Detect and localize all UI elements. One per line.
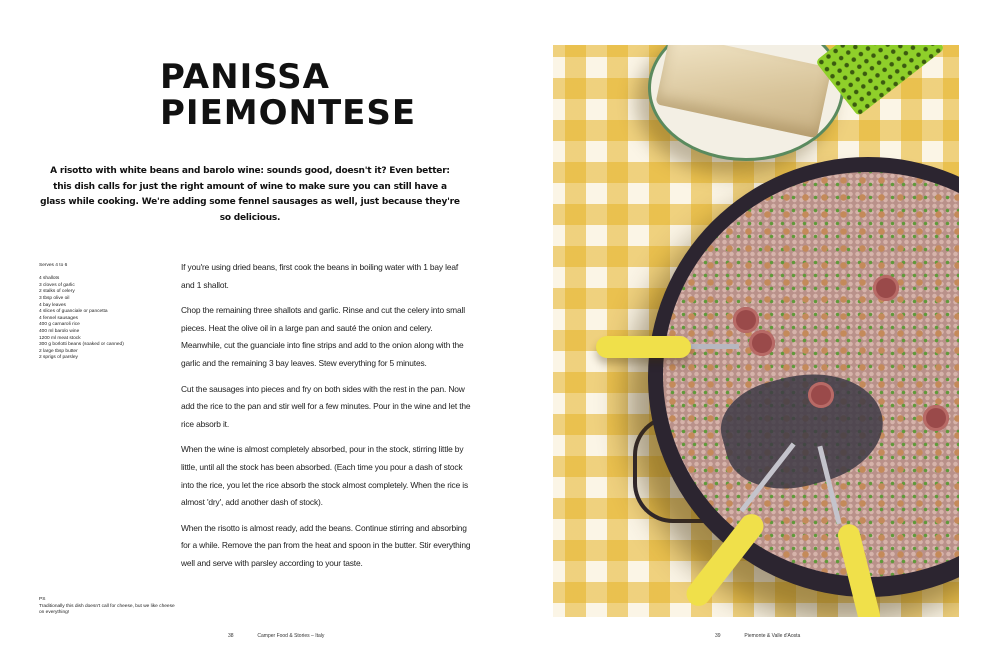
spoon-handle <box>596 336 691 358</box>
sausage-slice <box>733 307 759 333</box>
page-number-left: 38 <box>228 633 234 639</box>
ingredient-item: 2 large tbsp butter <box>39 348 78 354</box>
left-footer <box>228 633 324 639</box>
method-paragraph: Chop the remaining three shallots and garlic. Rinse and cut the celery into small pieces. Heat the olive oil in a large pan and sauté the onion and celery. Meanwhile, cut the guanciale into fine strips and add to the onion along with the garlic and the remaining 3 bay leaves. Stew everything for 5 minutes. <box>181 305 465 368</box>
ingredient-item: 1200 ml meat stock <box>39 335 81 341</box>
ingredient-item: 2 sprigs of parsley <box>39 355 78 361</box>
ingredients-list <box>39 263 164 362</box>
method-paragraph: If you're using dried beans, first cook the beans in boiling water with 1 bay leaf and 1 shallot. <box>181 262 459 290</box>
dish-photo <box>553 45 959 617</box>
method-paragraph: When the risotto is almost ready, add the beans. Continue stirring and absorbing for a while. Remove the pan from the heat and spoon in the butter. Stir everything well and serve with parsley according to your taste. <box>181 522 471 568</box>
running-head-left: Camper Food & Stories – Italy <box>257 633 325 639</box>
recipe-intro: A risotto with white beans and barolo wine: sounds good, doesn't it? Even better: this dish calls for just the right amount of wine to make sure you can still have a glass while cooking. We're adding some fennel sausages as well, just because they're so delicious. <box>40 166 460 223</box>
sausage-slice <box>873 275 899 301</box>
method-steps <box>181 259 471 581</box>
running-head-right: Piemonte & Valle d'Aosta <box>744 633 801 639</box>
ingredient-item: 4 shallots <box>39 276 60 282</box>
page-number-right: 39 <box>715 633 721 639</box>
title-line-1: PANISSA <box>160 56 330 97</box>
sausage-slice <box>749 330 775 356</box>
ingredient-item: 3 tbsp olive oil <box>39 295 70 301</box>
method-paragraph: When the wine is almost completely absorbed, pour in the stock, stirring little by little, until all the stock has been absorbed. (Each time you pour a dash of stock into the rice, you let the rice absorb the stock almost completely. When the rice is almost 'dry', add another dash of stock). <box>181 444 469 508</box>
serves-label: Serves 4 to 6 <box>39 263 68 268</box>
ps-text: Traditionally this dish doesn't call for cheese, but we like cheese on everything! <box>39 603 175 616</box>
ingredient-item: 300 g borlotti beans (soaked or canned) <box>39 342 124 348</box>
recipe-title <box>160 56 460 133</box>
ps-label: PS <box>39 597 46 602</box>
spoon-neck <box>689 344 739 349</box>
ingredient-item: 400 g carnaroli rice <box>39 322 80 328</box>
ingredient-item: 3 cloves of garlic <box>39 282 75 288</box>
method-paragraph: Cut the sausages into pieces and fry on both sides with the rest in the pan. Now add the rice to the pan and stir well for a few minutes. Pour in the wine and let the rice absorb it. <box>181 383 471 429</box>
ingredient-item: 4 slices of guanciale or pancetta <box>39 309 108 315</box>
postscript-note <box>39 597 179 617</box>
title-line-2: PIEMONTESE <box>160 92 417 133</box>
ingredient-item: 2 stalks of celery <box>39 289 75 295</box>
ingredient-item: 400 ml barolo wine <box>39 328 80 334</box>
right-footer <box>715 633 800 639</box>
sausage-slice <box>923 405 949 431</box>
ingredient-item: 4 fennel sausages <box>39 315 78 321</box>
ingredient-item: 4 bay leaves <box>39 302 66 308</box>
sausage-slice <box>808 382 834 408</box>
